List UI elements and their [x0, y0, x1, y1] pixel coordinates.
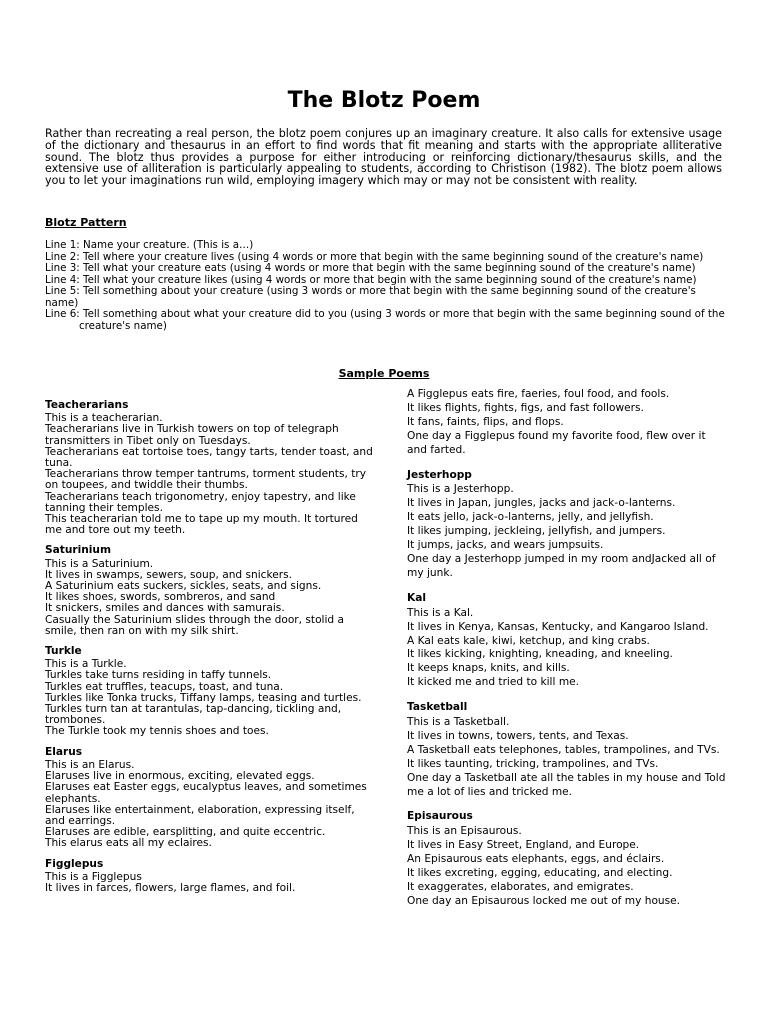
poem-block: [45, 646, 375, 738]
pattern-line-1: Line 1: Name your creature. (This is a…): [45, 239, 254, 251]
poem-line: This is a Turkle.: [45, 658, 127, 671]
pattern-line-3: Line 3: Tell what your creature eats (using 4 words or more that begin with the same beginning sound of the creature's name): [45, 262, 696, 274]
poem-line: One day an Episaurous locked me out of my house.: [407, 894, 681, 907]
poem-line: A Figglepus eats fire, faeries, foul food, and fools.: [407, 388, 670, 400]
poem-block: [45, 545, 375, 637]
poem-line: It fans, faints, flips, and flops.: [407, 415, 564, 428]
poem-line: Teacherarians teach trigonometry, enjoy tapestry, and like tanning their temples.: [45, 490, 356, 514]
poem-line: This is a Jesterhopp.: [407, 483, 514, 496]
poem-line: Elaruses are edible, earsplitting, and quite eccentric.: [45, 826, 326, 839]
pattern-heading: Blotz Pattern: [45, 216, 127, 229]
right-column: [407, 388, 727, 920]
poem-title: Episaurous: [407, 810, 473, 823]
poem-line: Elaruses like entertainment, elaboration, expressing itself, and earrings.: [45, 803, 355, 827]
poem-block: [407, 388, 727, 458]
poem-block: [45, 859, 375, 895]
poem-line: This is a Tasketball.: [407, 716, 510, 729]
poem-title: Teacherarians: [45, 399, 129, 411]
poem-title: Jesterhopp: [407, 468, 472, 481]
pattern-list: [45, 240, 725, 332]
poem-line: This elarus eats all my eclaires.: [45, 837, 212, 850]
poem-line: It snickers, smiles and dances with samurais.: [45, 602, 285, 615]
poem-line: It likes taunting, tricking, trampolines, and TVs.: [407, 757, 659, 770]
left-column: [45, 400, 375, 903]
poem-line: One day a Figglepus found my favorite food, flew over it and farted.: [407, 429, 706, 456]
poem-line: A Saturinium eats suckers, sickles, seats, and signs.: [45, 580, 322, 593]
poem-block: [45, 747, 375, 850]
poem-line: It lives in farces, flowers, large flames, and foil.: [45, 881, 296, 894]
poem-line: It likes jumping, jeckleing, jellyfish, and jumpers.: [407, 525, 666, 538]
poem-line: Turkles take turns residing in taffy tunnels.: [45, 669, 272, 682]
poem-line: This teacherarian told me to tape up my mouth. It tortured me and tore out my teeth.: [45, 513, 358, 537]
poem-title: Figglepus: [45, 857, 104, 870]
pattern-line-2: Line 2: Tell where your creature lives (using 4 words or more that begin with the same beginning sound of the creature's name): [45, 250, 704, 263]
poem-line: It exaggerates, elaborates, and emigrates.: [407, 881, 634, 893]
poem-line: It lives in Kenya, Kansas, Kentucky, and Kangaroo Island.: [407, 620, 709, 633]
poem-line: This is an Elarus.: [45, 758, 135, 771]
poem-line: One day a Tasketball ate all the tables in my house and Told me a lot of lies and tricked me.: [407, 771, 726, 798]
poem-line: It eats jello, jack-o-lanterns, jelly, and jellyfish.: [407, 511, 654, 524]
poem-line: It jumps, jacks, and wears jumpsuits.: [407, 539, 604, 552]
poem-line: This is a Figglepus: [45, 870, 142, 883]
poem-line: It likes flights, fights, figs, and fast followers.: [407, 401, 644, 414]
poem-line: It likes shoes, swords, sombreros, and sand: [45, 591, 276, 604]
poem-line: Elaruses live in enormous, exciting, elevated eggs.: [45, 770, 315, 783]
poem-line: It lives in Japan, jungles, jacks and jack-o-lanterns.: [407, 497, 676, 510]
poem-block: [407, 701, 727, 799]
poem-line: The Turkle took my tennis shoes and toes.: [45, 725, 269, 738]
sample-poems-heading: Sample Poems: [338, 367, 430, 380]
pattern-line-4: Line 4: Tell what your creature likes (using 4 words or more that begin with the same beginning sound of the creature's name): [45, 273, 697, 286]
poem-line: One day a Jesterhopp jumped in my room andJacked all of my junk.: [407, 552, 716, 579]
poem-line: It likes excreting, egging, educating, and electing.: [407, 867, 673, 880]
poem-line: Casually the Saturinium slides through the door, stolid a smile, then ran on with my silk shirt.: [45, 613, 345, 637]
poem-block: [407, 469, 727, 581]
poem-line: It keeps knaps, knits, and kills.: [407, 662, 570, 675]
poem-title: Saturinium: [45, 544, 111, 557]
poem-title: Turkle: [45, 645, 82, 658]
poem-block: [407, 592, 727, 690]
poem-title: Elarus: [45, 745, 83, 758]
poem-line: Turkles like Tonka trucks, Tiffany lamps, teasing and turtles.: [45, 691, 362, 704]
poem-line: Elaruses eat Easter eggs, eucalyptus leaves, and sometimes elephants.: [45, 781, 367, 805]
poem-line: Turkles turn tan at tarantulas, tap-dancing, tickling and, trombones.: [45, 703, 342, 727]
poem-line: It lives in swamps, sewers, soup, and snickers.: [45, 568, 293, 581]
intro-paragraph: Rather than recreating a real person, the blotz poem conjures up an imaginary creature. It also calls for extensive usage of the dictionary and thesaurus in an effort to find words that fit meaning and starts with the appropriate alliterative sound. The blotz thus provides a purpose for either introducing or reinforcing dictionary/thesaurus skills, and the extensive use of alliteration is particularly appealing to students, according to Christison (1982). The blotz poem allows you to let your imaginations run wild, employing imagery which may or may not be consistent with reality.: [45, 127, 722, 188]
poem-block: [45, 400, 375, 536]
poem-line: It lives in Easy Street, England, and Europe.: [407, 839, 640, 852]
pattern-line-5: Line 5: Tell something about your creature (using 3 words or more that begin with the same beginning sound of the creature's name): [45, 285, 696, 309]
poem-line: Teacherarians live in Turkish towers on top of telegraph transmitters in Tibet only on Tuesdays.: [45, 423, 339, 447]
poem-line: It lives in towns, towers, tents, and Texas.: [407, 729, 629, 742]
poem-line: This is an Episaurous.: [407, 825, 522, 838]
poem-line: This is a Saturinium.: [45, 557, 154, 570]
poem-line: Teacherarians throw temper tantrums, torment students, try on toupees, and twiddle their thumbs.: [45, 468, 366, 492]
poem-title: Kal: [407, 591, 426, 604]
poem-line: This is a teacherarian.: [45, 412, 163, 425]
poem-line: A Kal eats kale, kiwi, ketchup, and king crabs.: [407, 634, 650, 647]
poem-line: It likes kicking, knighting, kneading, and kneeling.: [407, 648, 673, 661]
poem-line: A Tasketball eats telephones, tables, trampolines, and TVs.: [407, 743, 720, 756]
pattern-line-6: Line 6: Tell something about what your creature did to you (using 3 words or more that begin with the same beginning sound of the creature's name): [45, 308, 725, 332]
poem-line: It kicked me and tried to kill me.: [407, 676, 580, 689]
poem-line: This is a Kal.: [407, 606, 474, 619]
poem-line: Teacherarians eat tortoise toes, tangy tarts, tender toast, and tuna.: [45, 445, 373, 470]
poem-title: Tasketball: [407, 701, 468, 714]
poem-line: Turkles eat truffles, teacups, toast, and tuna.: [45, 680, 284, 693]
poem-block: [407, 810, 727, 908]
page-title: The Blotz Poem: [287, 88, 481, 113]
poem-line: An Episaurous eats elephants, eggs, and éclairs.: [407, 853, 665, 866]
